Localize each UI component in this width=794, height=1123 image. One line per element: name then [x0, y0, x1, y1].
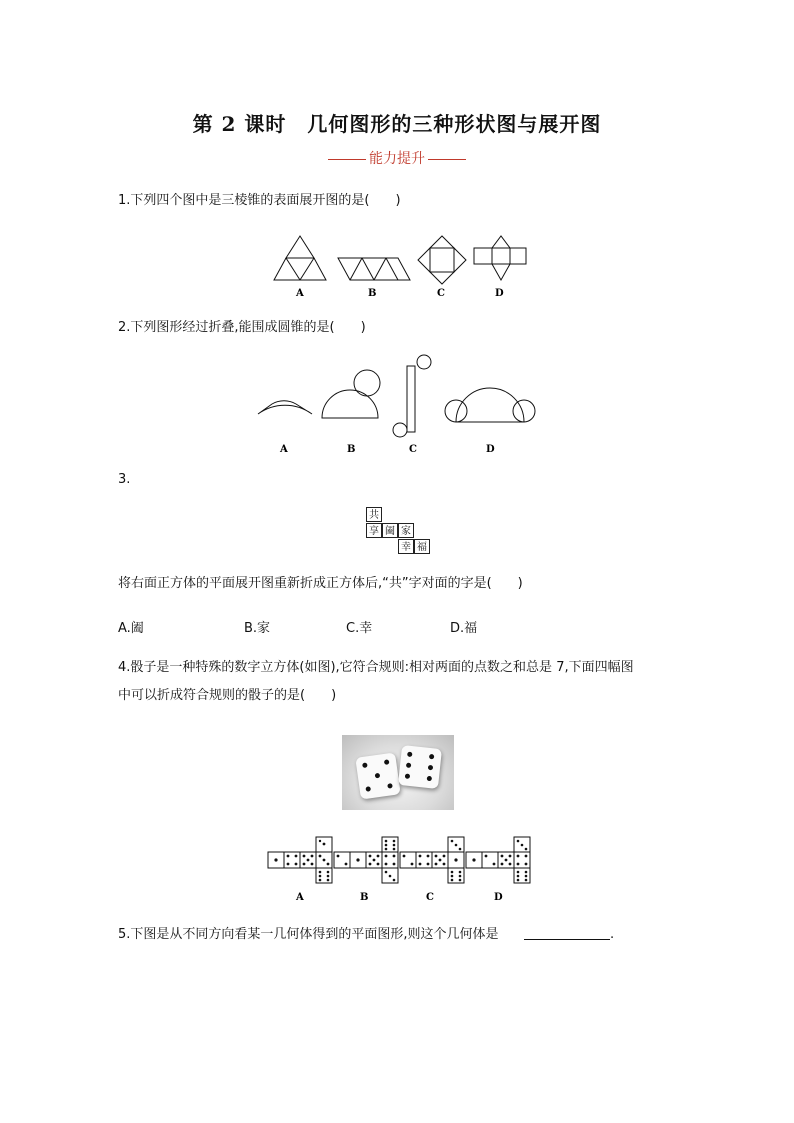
net-4d [466, 837, 530, 883]
answer-blank[interactable] [524, 938, 610, 940]
section-heading [0, 148, 794, 168]
question-1-text: 1.下列四个图中是三棱锥的表面展开图的是( ) [118, 193, 401, 208]
divider-left [328, 159, 366, 160]
divider-right [428, 159, 466, 160]
option-3d: D.福 [450, 621, 478, 636]
label-4b: B [360, 892, 369, 903]
net-4c [400, 837, 464, 883]
dice-nets [266, 836, 532, 906]
figure-1d [474, 236, 526, 280]
label-1c: C [437, 288, 445, 299]
label-2a: A [280, 444, 288, 455]
net-4a [268, 837, 332, 883]
question-3-number: 3. [118, 472, 131, 487]
question-2-text: 2.下列图形经过折叠,能围成圆锥的是( ) [118, 320, 366, 335]
label-2c: C [409, 444, 417, 455]
label-1b: B [368, 288, 377, 299]
page-title: 第 2 课时 几何图形的三种形状图与展开图 [192, 112, 602, 136]
net-cell-gong: 共 [366, 507, 382, 522]
figure-2a [258, 401, 312, 414]
label-4d: D [494, 892, 503, 903]
net-cell-jia: 家 [398, 523, 414, 538]
figure-1a [274, 236, 326, 280]
label-2b: B [347, 444, 356, 455]
question-4-line1: 4.骰子是一种特殊的数字立方体(如图),它符合规则:相对两面的点数之和总是 7,下面四幅图 [118, 660, 634, 675]
figure-2d [445, 388, 535, 422]
figure-1b [338, 258, 410, 280]
question-4-line2: 中可以折成符合规则的骰子的是( ) [118, 688, 337, 703]
label-4a: A [296, 892, 304, 903]
figure-1c [418, 236, 466, 284]
dice-photo [342, 735, 454, 810]
net-cell-fu: 福 [414, 539, 430, 554]
figure-2c [393, 355, 431, 437]
question-5-text: 5.下图是从不同方向看某一几何体得到的平面图形,则这个几何体是 [118, 927, 499, 942]
label-4c: C [426, 892, 434, 903]
question-5-period: . [610, 927, 615, 942]
question-2-figures [250, 352, 550, 458]
die-left [355, 752, 400, 799]
net-cell-he: 阖 [382, 523, 398, 538]
label-2d: D [486, 444, 495, 455]
figure-2b [322, 370, 380, 418]
option-3c: C.幸 [346, 621, 373, 636]
option-3a: A.阖 [118, 621, 144, 636]
label-1d: D [495, 288, 504, 299]
option-3b: B.家 [244, 621, 271, 636]
question-1-figures [270, 230, 530, 302]
net-4b [334, 837, 398, 883]
net-cell-xing: 幸 [398, 539, 414, 554]
die-right [398, 745, 442, 789]
question-3-text: 将右面正方体的平面展开图重新折成正方体后,“共”字对面的字是( ) [118, 576, 523, 591]
label-1a: A [296, 288, 304, 299]
section-label: 能力提升 [369, 151, 425, 167]
net-cell-xiang: 享 [366, 523, 382, 538]
